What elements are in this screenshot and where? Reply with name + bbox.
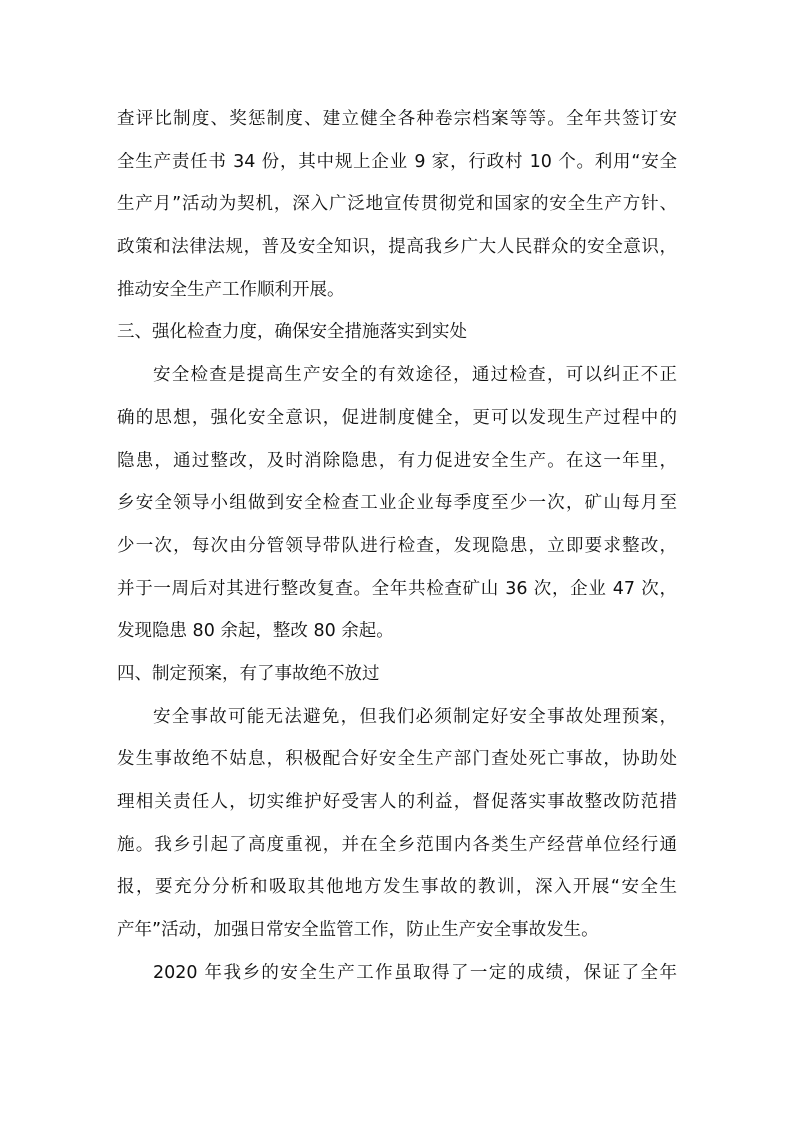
paragraph-line: 隐患，通过整改，及时消除隐患，有力促进安全生产。在这一年里， — [117, 450, 677, 471]
paragraph-line: 安全事故可能无法避免，但我们必须制定好安全事故处理预案， — [153, 706, 677, 727]
paragraph-line: 2020 年我乡的安全生产工作虽取得了一定的成绩，保证了全年 — [153, 962, 677, 983]
section-heading-4: 四、制定预案，有了事故绝不放过 — [117, 663, 380, 684]
paragraph-line: 生产月”活动为契机，深入广泛地宣传贯彻党和国家的安全生产方针、 — [117, 194, 677, 215]
paragraph-line: 施。我乡引起了高度重视，并在全乡范围内各类生产经营单位经行通 — [117, 834, 677, 855]
paragraph-3 — [117, 696, 677, 952]
paragraph-line: 查评比制度、奖惩制度、建立健全各种卷宗档案等等。全年共签订安 — [117, 109, 677, 129]
paragraph-2 — [117, 354, 677, 653]
paragraph-1 — [117, 98, 677, 311]
paragraph-line: 报，要充分分析和吸取其他地方发生事故的教训，深入开展“安全生 — [117, 877, 677, 898]
paragraph-line: 乡安全领导小组做到安全检查工业企业每季度至少一次，矿山每月至 — [117, 493, 677, 514]
paragraph-line: 安全检查是提高生产安全的有效途径，通过检查，可以纠正不正 — [153, 365, 677, 386]
paragraph-line: 全生产责任书 34 份，其中规上企业 9 家，行政村 10 个。利用“安全 — [117, 151, 677, 172]
paragraph-line: 并于一周后对其进行整改复查。全年共检查矿山 36 次，企业 47 次， — [117, 578, 677, 599]
section-heading-3: 三、强化检查力度，确保安全措施落实到实处 — [117, 322, 467, 343]
paragraph-line: 理相关责任人，切实维护好受害人的利益，督促落实事故整改防范措 — [117, 792, 677, 812]
paragraph-4 — [117, 952, 677, 995]
document-body — [117, 98, 677, 994]
paragraph-line: 确的思想，强化安全意识，促进制度健全，更可以发现生产过程中的 — [117, 407, 677, 428]
paragraph-line: 政策和法律法规，普及安全知识，提高我乡广大人民群众的安全意识， — [117, 237, 677, 258]
paragraph-line: 少一次，每次由分管领导带队进行检查，发现隐患，立即要求整改， — [117, 535, 677, 556]
paragraph-line: 发现隐患 80 余起，整改 80 余起。 — [117, 621, 394, 642]
paragraph-line: 发生事故绝不姑息，积极配合好安全生产部门查处死亡事故，协助处 — [117, 749, 677, 770]
paragraph-line: 产年”活动，加强日常安全监管工作，防止生产安全事故发生。 — [117, 920, 599, 941]
paragraph-line: 推动安全生产工作顺利开展。 — [117, 279, 345, 300]
